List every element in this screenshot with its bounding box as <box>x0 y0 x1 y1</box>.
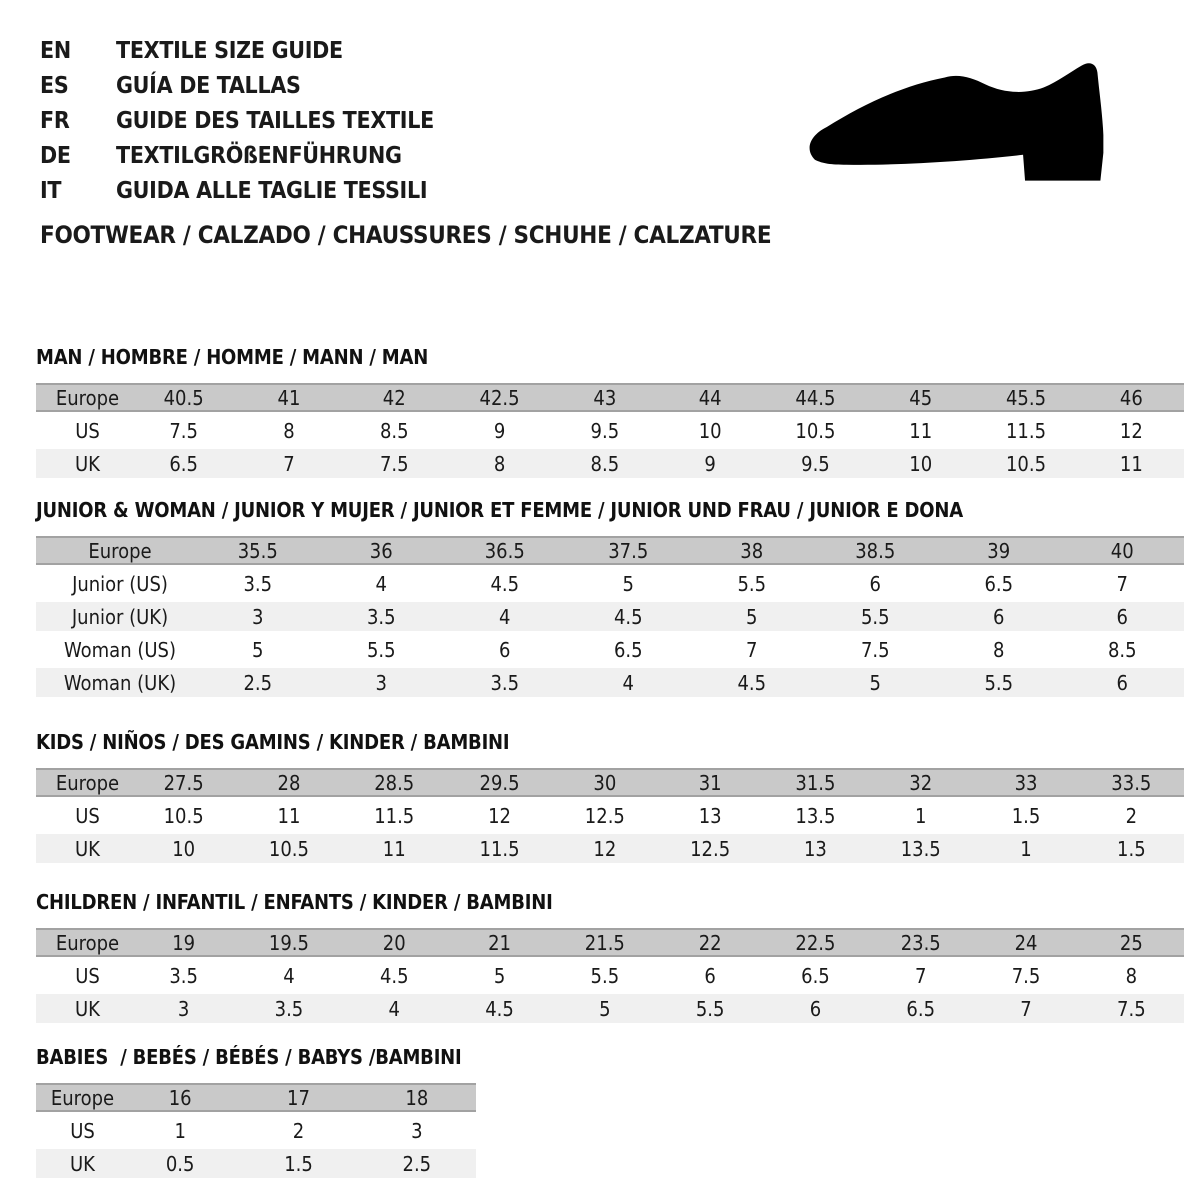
section-title: JUNIOR & WOMAN / JUNIOR Y MUJER / JUNIOR ET FEMME / JUNIOR UND FRAU / JUNIOR E DONA <box>36 498 963 522</box>
size-value-cell: 4.5 <box>490 571 520 596</box>
size-value-cell: 6 <box>869 571 881 596</box>
row-label-cell: UK <box>36 1149 121 1178</box>
size-value-cell: 10.5 <box>163 803 204 828</box>
size-value-cell: 1.5 <box>239 1149 357 1178</box>
size-value-cell: 11 <box>342 834 447 863</box>
size-value-cell: 9 <box>493 418 506 443</box>
size-value-cell: 12 <box>488 803 511 828</box>
size-value-cell: 13.5 <box>868 834 973 863</box>
size-value-cell: 12 <box>552 834 657 863</box>
language-list <box>40 33 434 208</box>
size-value-cell: 17 <box>239 1083 357 1112</box>
row-label-cell: Europe <box>36 928 131 957</box>
size-value-cell: 3 <box>411 1118 423 1143</box>
table-row <box>36 449 1184 478</box>
size-value-cell: 28 <box>236 768 341 797</box>
size-value-cell: 25 <box>1079 928 1184 957</box>
size-value-cell: 46 <box>1079 383 1184 412</box>
language-code: EN <box>40 37 71 64</box>
size-value-cell: 8 <box>1125 963 1138 988</box>
size-value-cell: 4 <box>283 963 295 988</box>
size-value-cell: 4.5 <box>379 963 409 988</box>
size-value-cell: 18 <box>358 1083 476 1112</box>
size-value-cell: 10.5 <box>236 834 341 863</box>
size-value-cell: 9.5 <box>590 418 620 443</box>
language-label: GUIDE DES TAILLES TEXTILE <box>116 107 434 134</box>
size-value-cell: 6.5 <box>613 637 643 662</box>
size-value-cell: 7 <box>746 637 758 662</box>
size-value-cell: 2.5 <box>196 668 320 697</box>
size-table-junior-woman <box>36 532 1184 701</box>
language-row <box>40 103 434 138</box>
size-value-cell: 27.5 <box>131 768 236 797</box>
size-value-cell: 32 <box>868 768 973 797</box>
language-code: ES <box>40 72 69 99</box>
row-label-cell: UK <box>36 834 131 863</box>
size-value-cell: 1.5 <box>1079 834 1184 863</box>
size-value-cell: 13.5 <box>795 803 836 828</box>
size-value-cell: 7.5 <box>1011 963 1041 988</box>
size-value-cell: 39 <box>937 536 1061 565</box>
size-value-cell: 5 <box>814 668 938 697</box>
language-row <box>40 68 434 103</box>
language-code: DE <box>40 142 71 169</box>
language-code: IT <box>40 177 62 204</box>
size-value-cell: 6 <box>1061 602 1185 631</box>
size-value-cell: 33.5 <box>1079 768 1184 797</box>
size-value-cell: 29.5 <box>447 768 552 797</box>
size-table-babies <box>36 1079 476 1182</box>
size-value-cell: 11 <box>1079 449 1184 478</box>
size-value-cell: 11.5 <box>447 834 552 863</box>
size-value-cell: 3 <box>131 994 236 1023</box>
size-value-cell: 7.5 <box>1079 994 1184 1023</box>
row-label-cell: Europe <box>36 383 131 412</box>
size-value-cell: 2 <box>292 1118 305 1143</box>
table-row <box>36 635 1184 664</box>
size-value-cell: 5 <box>493 963 506 988</box>
size-value-cell: 6 <box>499 637 511 662</box>
size-value-cell: 7.5 <box>169 418 198 443</box>
size-value-cell: 5 <box>622 571 634 596</box>
table-header-row <box>36 928 1184 957</box>
row-label-cell: Europe <box>36 1083 121 1112</box>
section-junior-woman <box>36 499 1184 701</box>
size-value-cell: 16 <box>121 1083 239 1112</box>
section-kids <box>36 731 1184 867</box>
size-value-cell: 1 <box>973 834 1078 863</box>
size-value-cell: 9.5 <box>763 449 868 478</box>
size-value-cell: 10.5 <box>795 418 836 443</box>
table-header-row <box>36 383 1184 412</box>
table-row <box>36 994 1184 1023</box>
size-value-cell: 22.5 <box>763 928 868 957</box>
size-value-cell: 4 <box>375 571 387 596</box>
size-value-cell: 36.5 <box>443 536 567 565</box>
section-title: CHILDREN / INFANTIL / ENFANTS / KINDER / BAMBINI <box>36 890 553 914</box>
size-value-cell: 41 <box>236 383 341 412</box>
table-row <box>36 602 1184 631</box>
language-label: GUÍA DE TALLAS <box>116 72 301 99</box>
row-label-cell: US <box>70 1118 95 1143</box>
size-value-cell: 1.5 <box>1011 803 1041 828</box>
row-label-cell: US <box>75 803 100 828</box>
size-value-cell: 8 <box>447 449 552 478</box>
size-value-cell: 10.5 <box>973 449 1078 478</box>
language-label: TEXTILE SIZE GUIDE <box>116 37 343 64</box>
size-value-cell: 10 <box>868 449 973 478</box>
size-value-cell: 45 <box>868 383 973 412</box>
table-header-row <box>36 1083 476 1112</box>
table-row <box>36 668 1184 697</box>
table-row <box>36 1116 476 1145</box>
table-row <box>36 961 1184 990</box>
size-value-cell: 12 <box>1119 418 1143 443</box>
size-value-cell: 21 <box>447 928 552 957</box>
language-code: FR <box>40 107 70 134</box>
size-value-cell: 1 <box>174 1118 186 1143</box>
size-value-cell: 7.5 <box>342 449 447 478</box>
size-table-man <box>36 379 1184 482</box>
size-value-cell: 9 <box>657 449 762 478</box>
table-header-row <box>36 768 1184 797</box>
row-label-cell: UK <box>36 994 131 1023</box>
section-babies <box>36 1046 1184 1182</box>
row-label-cell: Europe <box>36 536 196 565</box>
size-value-cell: 5 <box>552 994 657 1023</box>
size-value-cell: 6.5 <box>801 963 830 988</box>
section-man <box>36 346 1184 482</box>
size-value-cell: 6 <box>1061 668 1185 697</box>
table-row <box>36 569 1184 598</box>
language-row <box>40 138 434 173</box>
size-value-cell: 44.5 <box>763 383 868 412</box>
size-value-cell: 11 <box>277 803 301 828</box>
size-value-cell: 3 <box>196 602 320 631</box>
size-value-cell: 4 <box>342 994 447 1023</box>
size-value-cell: 38.5 <box>814 536 938 565</box>
category-heading: FOOTWEAR / CALZADO / CHAUSSURES / SCHUHE / CALZATURE <box>40 221 772 249</box>
size-value-cell: 30 <box>552 768 657 797</box>
size-value-cell: 8.5 <box>379 418 409 443</box>
size-value-cell: 8.5 <box>552 449 657 478</box>
size-value-cell: 4.5 <box>447 994 552 1023</box>
size-value-cell: 7 <box>236 449 341 478</box>
size-value-cell: 8.5 <box>1107 637 1137 662</box>
section-children <box>36 891 1184 1027</box>
size-value-cell: 28.5 <box>342 768 447 797</box>
size-value-cell: 4.5 <box>567 602 691 631</box>
size-value-cell: 24 <box>973 928 1078 957</box>
size-value-cell: 44 <box>657 383 762 412</box>
size-value-cell: 33 <box>973 768 1078 797</box>
size-value-cell: 21.5 <box>552 928 657 957</box>
shoe-icon <box>803 57 1145 207</box>
size-value-cell: 13 <box>698 803 722 828</box>
size-value-cell: 1 <box>915 803 927 828</box>
size-value-cell: 13 <box>763 834 868 863</box>
section-title: BABIES / BEBÉS / BÉBÉS / BABYS /BAMBINI <box>36 1045 462 1069</box>
size-value-cell: 5.5 <box>737 571 767 596</box>
row-label-cell: Junior (UK) <box>36 602 196 631</box>
row-label-cell: US <box>75 963 100 988</box>
row-label-cell: Junior (US) <box>72 571 168 596</box>
size-value-cell: 19 <box>131 928 236 957</box>
size-value-cell: 11.5 <box>1005 418 1047 443</box>
size-value-cell: 6.5 <box>868 994 973 1023</box>
size-value-cell: 5.5 <box>366 637 396 662</box>
size-value-cell: 37.5 <box>567 536 691 565</box>
size-value-cell: 36 <box>320 536 444 565</box>
size-value-cell: 20 <box>342 928 447 957</box>
size-value-cell: 6 <box>704 963 716 988</box>
table-row <box>36 834 1184 863</box>
section-title: MAN / HOMBRE / HOMME / MANN / MAN <box>36 345 429 369</box>
row-label-cell: UK <box>36 449 131 478</box>
size-value-cell: 5.5 <box>814 602 938 631</box>
size-value-cell: 31.5 <box>763 768 868 797</box>
size-value-cell: 12.5 <box>584 803 625 828</box>
row-label-cell: Woman (US) <box>64 637 176 662</box>
language-row <box>40 33 434 68</box>
size-value-cell: 6 <box>763 994 868 1023</box>
language-row <box>40 173 434 208</box>
size-value-cell: 3.5 <box>236 994 341 1023</box>
size-value-cell: 40.5 <box>131 383 236 412</box>
size-value-cell: 5 <box>252 637 264 662</box>
size-value-cell: 6.5 <box>984 571 1014 596</box>
size-value-cell: 4 <box>443 602 567 631</box>
size-value-cell: 10 <box>131 834 236 863</box>
size-value-cell: 8 <box>283 418 295 443</box>
size-value-cell: 7 <box>973 994 1078 1023</box>
size-value-cell: 2 <box>1125 803 1138 828</box>
size-value-cell: 12.5 <box>657 834 762 863</box>
size-value-cell: 5.5 <box>937 668 1061 697</box>
table-row <box>36 801 1184 830</box>
size-value-cell: 4.5 <box>690 668 814 697</box>
size-value-cell: 43 <box>552 383 657 412</box>
language-label: TEXTILGRÖßENFÜHRUNG <box>116 142 402 169</box>
size-value-cell: 3 <box>320 668 444 697</box>
size-table-children <box>36 924 1184 1027</box>
size-value-cell: 2.5 <box>358 1149 476 1178</box>
size-value-cell: 6.5 <box>131 449 236 478</box>
size-value-cell: 3.5 <box>169 963 198 988</box>
table-header-row <box>36 536 1184 565</box>
size-value-cell: 19.5 <box>236 928 341 957</box>
section-title: KIDS / NIÑOS / DES GAMINS / KINDER / BAMBINI <box>36 730 510 754</box>
size-value-cell: 7 <box>915 963 927 988</box>
size-value-cell: 7 <box>1116 571 1128 596</box>
row-label-cell: Woman (UK) <box>36 668 196 697</box>
size-value-cell: 11.5 <box>374 803 415 828</box>
size-value-cell: 0.5 <box>121 1149 239 1178</box>
size-value-cell: 6 <box>937 602 1061 631</box>
size-value-cell: 8 <box>993 637 1005 662</box>
row-label-cell: Europe <box>36 768 131 797</box>
table-row <box>36 1149 476 1178</box>
size-value-cell: 11 <box>909 418 933 443</box>
language-label: GUIDA ALLE TAGLIE TESSILI <box>116 177 428 204</box>
size-table-kids <box>36 764 1184 867</box>
size-value-cell: 38 <box>690 536 814 565</box>
size-value-cell: 10 <box>698 418 722 443</box>
size-value-cell: 23.5 <box>868 928 973 957</box>
size-value-cell: 3.5 <box>443 668 567 697</box>
row-label-cell: US <box>75 418 100 443</box>
size-value-cell: 45.5 <box>973 383 1078 412</box>
size-value-cell: 3.5 <box>320 602 444 631</box>
size-value-cell: 31 <box>657 768 762 797</box>
size-value-cell: 3.5 <box>243 571 273 596</box>
size-value-cell: 4 <box>567 668 691 697</box>
size-value-cell: 42.5 <box>447 383 552 412</box>
size-value-cell: 5.5 <box>657 994 762 1023</box>
size-value-cell: 35.5 <box>196 536 320 565</box>
table-row <box>36 416 1184 445</box>
size-value-cell: 5 <box>690 602 814 631</box>
size-value-cell: 22 <box>657 928 762 957</box>
size-value-cell: 7.5 <box>860 637 890 662</box>
size-value-cell: 40 <box>1061 536 1185 565</box>
size-value-cell: 42 <box>342 383 447 412</box>
size-value-cell: 5.5 <box>590 963 620 988</box>
